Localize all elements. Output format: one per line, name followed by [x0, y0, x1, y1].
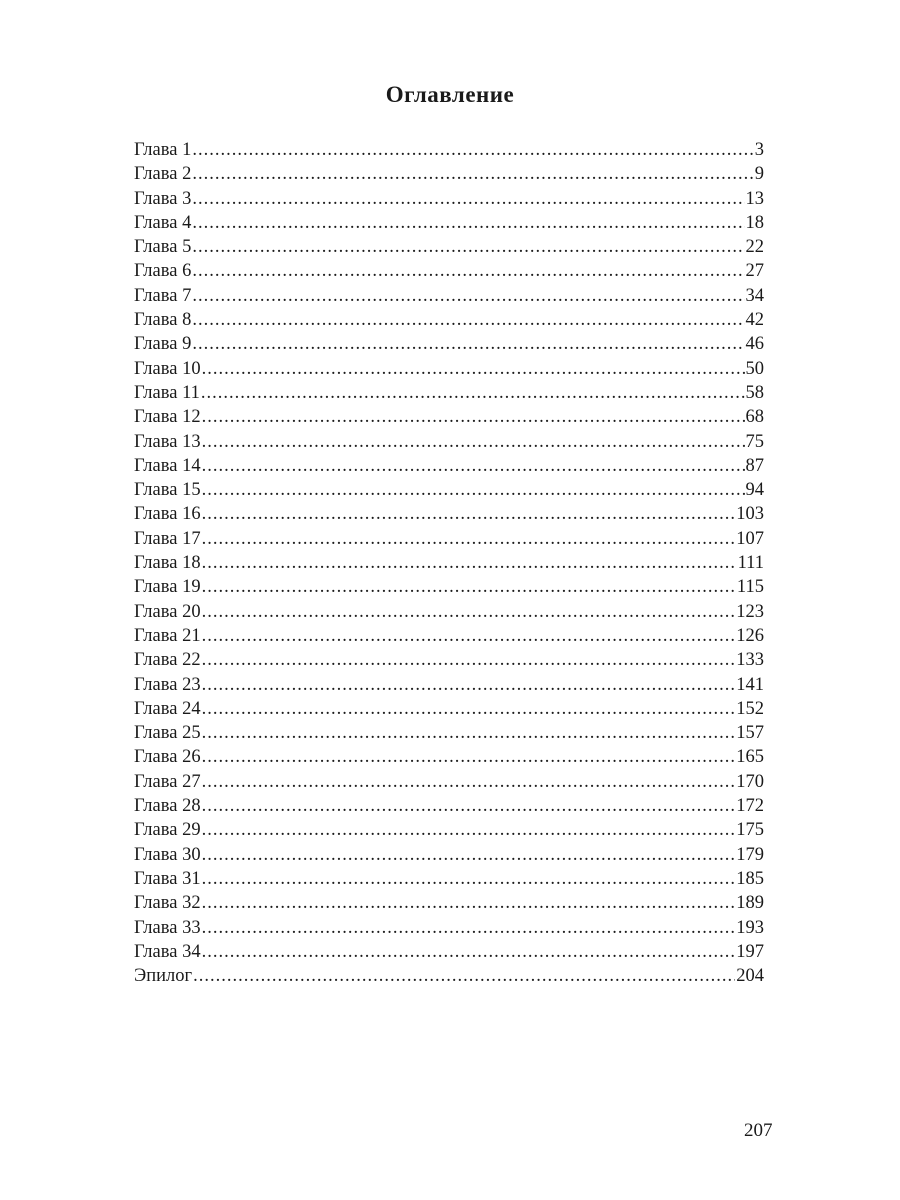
toc-entry — [134, 284, 764, 308]
toc-entry — [134, 964, 764, 988]
dot-leader — [202, 673, 736, 697]
toc-entry-page: 126 — [736, 625, 764, 646]
toc-entry — [134, 235, 764, 259]
dot-leader — [192, 308, 744, 332]
dot-leader — [202, 916, 736, 940]
toc-entry-label: Глава 29 — [134, 820, 201, 841]
toc-entry-label: Глава 28 — [134, 796, 201, 817]
dot-leader — [192, 284, 744, 308]
dot-leader — [192, 162, 753, 186]
toc-entry-label: Глава 20 — [134, 601, 201, 622]
toc-entry-label: Эпилог — [134, 966, 193, 987]
dot-leader — [202, 721, 736, 745]
dot-leader — [192, 138, 753, 162]
dot-leader — [202, 551, 737, 575]
toc-entry-label: Глава 16 — [134, 504, 201, 525]
dot-leader — [201, 381, 745, 405]
toc-entry — [134, 454, 764, 478]
toc-entry-label: Глава 6 — [134, 261, 192, 282]
dot-leader — [202, 770, 736, 794]
toc-entry — [134, 332, 764, 356]
dot-leader — [202, 454, 745, 478]
toc-entry-page: 141 — [736, 674, 764, 695]
toc-entry — [134, 916, 764, 940]
toc-entry — [134, 818, 764, 842]
toc-entry-page: 75 — [745, 431, 764, 452]
dot-leader — [202, 430, 745, 454]
dot-leader — [202, 600, 736, 624]
page-number: 207 — [744, 1120, 773, 1141]
toc-entry — [134, 624, 764, 648]
dot-leader — [192, 211, 744, 235]
toc-entry-label: Глава 5 — [134, 237, 192, 258]
toc-entry-label: Глава 27 — [134, 771, 201, 792]
toc-entry-page: 87 — [745, 455, 764, 476]
toc-entry-label: Глава 15 — [134, 480, 201, 501]
toc-entry-page: 50 — [745, 358, 764, 379]
toc-entry-label: Глава 3 — [134, 188, 192, 209]
toc-entry-label: Глава 2 — [134, 164, 192, 185]
toc-entry-label: Глава 14 — [134, 455, 201, 476]
toc-entry — [134, 502, 764, 526]
dot-leader — [193, 964, 735, 988]
toc-entry — [134, 721, 764, 745]
toc-entry — [134, 600, 764, 624]
toc-entry-page: 165 — [736, 747, 764, 768]
toc-entry — [134, 745, 764, 769]
toc-entry — [134, 940, 764, 964]
toc-entry — [134, 867, 764, 891]
toc-entry-page: 13 — [745, 188, 764, 209]
toc-entry-label: Глава 9 — [134, 334, 192, 355]
dot-leader — [192, 332, 744, 356]
toc-entry — [134, 673, 764, 697]
toc-entry-page: 22 — [745, 237, 764, 258]
toc-entry-label: Глава 25 — [134, 723, 201, 744]
toc-entry-page: 157 — [736, 723, 764, 744]
toc-entry-label: Глава 13 — [134, 431, 201, 452]
toc-entry-label: Глава 19 — [134, 577, 201, 598]
toc-entry — [134, 527, 764, 551]
toc-entry-label: Глава 26 — [134, 747, 201, 768]
toc-entry-page: 189 — [736, 893, 764, 914]
dot-leader — [192, 235, 744, 259]
toc-entry-label: Глава 4 — [134, 212, 192, 233]
dot-leader — [202, 478, 745, 502]
toc-entry-page: 133 — [736, 650, 764, 671]
toc-entry-page: 18 — [745, 212, 764, 233]
toc-entry-page: 68 — [745, 407, 764, 428]
toc-entry-label: Глава 32 — [134, 893, 201, 914]
toc-entry-label: Глава 12 — [134, 407, 201, 428]
toc-entry — [134, 551, 764, 575]
dot-leader — [202, 745, 736, 769]
dot-leader — [202, 940, 736, 964]
toc-entry-page: 172 — [736, 796, 764, 817]
dot-leader — [192, 259, 744, 283]
toc-entry-label: Глава 11 — [134, 382, 200, 403]
toc-entry-label: Глава 7 — [134, 285, 192, 306]
toc-entry — [134, 405, 764, 429]
toc-entry-label: Глава 24 — [134, 698, 201, 719]
toc-entry-page: 179 — [736, 844, 764, 865]
toc-entry-label: Глава 34 — [134, 941, 201, 962]
toc-entry-label: Глава 30 — [134, 844, 201, 865]
toc-entry-page: 34 — [745, 285, 764, 306]
toc-entry — [134, 187, 764, 211]
toc-entry-label: Глава 1 — [134, 140, 192, 160]
dot-leader — [202, 648, 736, 672]
toc-entry — [134, 162, 764, 186]
toc-entry — [134, 697, 764, 721]
toc-entry-page: 123 — [736, 601, 764, 622]
toc-entry-page: 58 — [745, 382, 764, 403]
dot-leader — [202, 697, 736, 721]
page-title: Оглавление — [385, 82, 515, 107]
toc-entry-label: Глава 31 — [134, 868, 201, 889]
toc-entry — [134, 794, 764, 818]
toc-entry — [134, 138, 764, 162]
toc-entry-page: 193 — [736, 917, 764, 938]
toc-entry-label: Глава 23 — [134, 674, 201, 695]
dot-leader — [202, 624, 736, 648]
dot-leader — [202, 891, 736, 915]
toc-entry-page: 94 — [745, 480, 764, 501]
toc-entry-page: 197 — [736, 941, 764, 962]
dot-leader — [202, 818, 736, 842]
dot-leader — [202, 502, 736, 526]
toc-entry — [134, 843, 764, 867]
dot-leader — [202, 405, 745, 429]
toc-entry-page: 185 — [736, 868, 764, 889]
toc-entry-label: Глава 10 — [134, 358, 201, 379]
toc-entry — [134, 648, 764, 672]
toc-entry — [134, 575, 764, 599]
toc-entry-page: 111 — [737, 553, 764, 574]
toc-entry-page: 115 — [736, 577, 764, 598]
toc-entry-label: Глава 33 — [134, 917, 201, 938]
dot-leader — [202, 867, 736, 891]
toc-entry-page: 3 — [754, 140, 764, 160]
toc-entry-page: 27 — [745, 261, 764, 282]
toc-entry-page: 46 — [745, 334, 764, 355]
toc-entry-page: 9 — [754, 164, 764, 185]
toc-entry — [134, 357, 764, 381]
toc-entry-label: Глава 17 — [134, 528, 201, 549]
toc-entry — [134, 430, 764, 454]
toc-entry — [134, 211, 764, 235]
dot-leader — [202, 575, 736, 599]
dot-leader — [192, 187, 744, 211]
toc-entry-label: Глава 22 — [134, 650, 201, 671]
toc-entry-label: Глава 21 — [134, 625, 201, 646]
toc-entry-page: 107 — [736, 528, 764, 549]
toc-entry — [134, 308, 764, 332]
toc-entry-page: 103 — [736, 504, 764, 525]
toc-entry — [134, 770, 764, 794]
table-of-contents — [134, 138, 764, 988]
toc-entry — [134, 381, 764, 405]
toc-entry-page: 42 — [745, 310, 764, 331]
toc-entry-page: 170 — [736, 771, 764, 792]
toc-entry — [134, 891, 764, 915]
toc-entry — [134, 478, 764, 502]
toc-entry-page: 204 — [736, 966, 764, 987]
toc-entry-page: 175 — [736, 820, 764, 841]
dot-leader — [202, 794, 736, 818]
toc-entry-label: Глава 8 — [134, 310, 192, 331]
dot-leader — [202, 357, 745, 381]
toc-entry-page: 152 — [736, 698, 764, 719]
dot-leader — [202, 527, 736, 551]
dot-leader — [202, 843, 736, 867]
toc-entry-label: Глава 18 — [134, 553, 201, 574]
toc-entry — [134, 259, 764, 283]
